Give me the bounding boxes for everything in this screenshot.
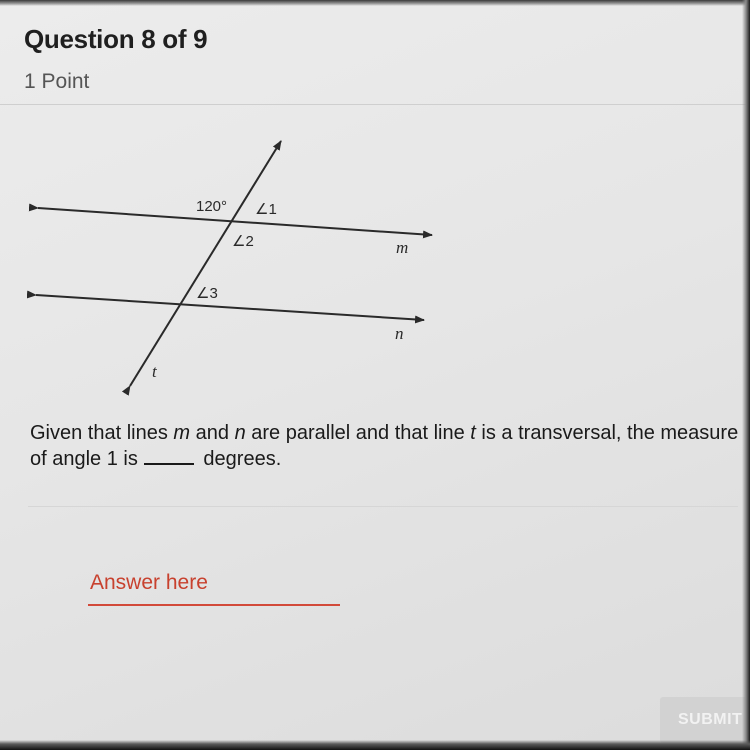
answer-input[interactable]	[88, 566, 340, 606]
question-var-m: m	[173, 422, 191, 444]
question-part-4: is a transversal, the measure of angle 1 is	[30, 422, 739, 470]
question-header	[0, 20, 750, 108]
line-n	[36, 295, 424, 320]
angle-3-label: ∠3	[196, 285, 218, 302]
line-n-label: n	[395, 324, 404, 343]
question-var-t: t	[470, 422, 476, 444]
angle-2-label: ∠2	[232, 233, 254, 250]
submit-button[interactable]: SUBMIT	[660, 697, 750, 743]
answer-blank	[144, 449, 194, 465]
question-divider	[28, 506, 738, 507]
angle-given-label: 120°	[196, 198, 228, 215]
question-part-3: are parallel and that line	[245, 422, 471, 444]
screen-frame-top	[0, 0, 750, 6]
header-divider	[0, 104, 750, 105]
question-title: Question 8 of 9	[24, 24, 208, 54]
screen-frame-bottom	[0, 740, 750, 750]
question-var-n: n	[234, 422, 246, 444]
question-part-2: and	[190, 422, 235, 444]
angle-1-label: ∠1	[255, 201, 277, 218]
screen-frame-right	[742, 0, 750, 750]
question-part-5: degrees.	[197, 448, 282, 470]
question-text	[30, 420, 740, 472]
diagram-lines	[0, 120, 460, 400]
line-m-label: m	[396, 238, 409, 257]
line-t	[130, 141, 281, 386]
transversal-diagram	[0, 120, 460, 400]
question-part-1: Given that lines	[30, 422, 174, 444]
line-t-label: t	[152, 362, 157, 381]
question-points: 1 Point	[24, 70, 90, 93]
line-m	[38, 208, 432, 235]
